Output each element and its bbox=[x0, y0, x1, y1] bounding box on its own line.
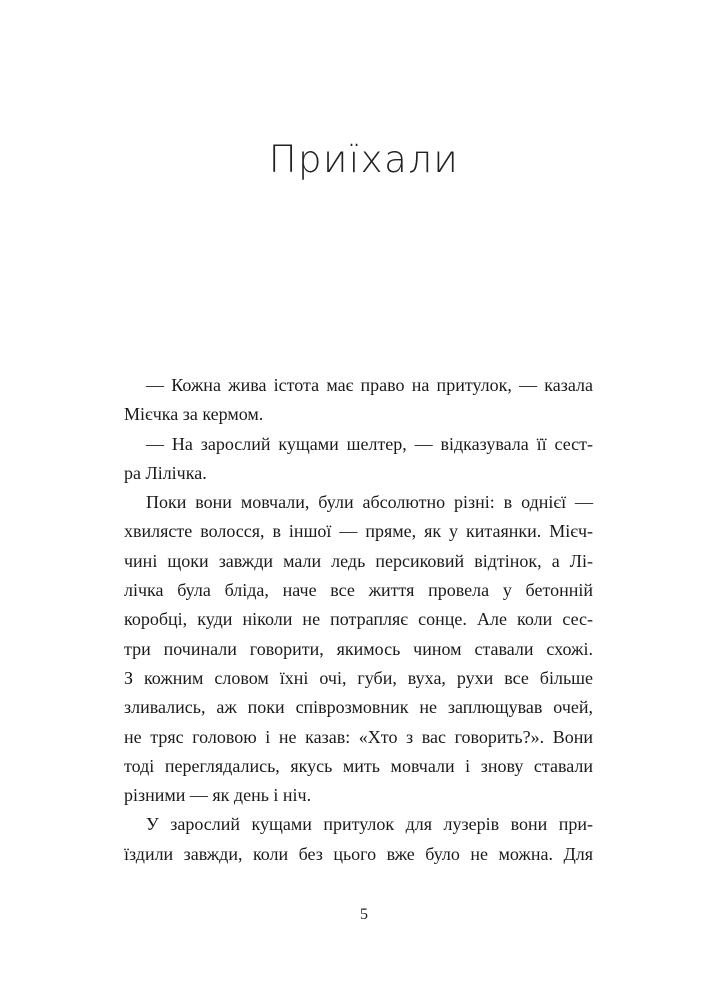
text-line: хвилясте волосся, в іншої — пряме, як у китаянки. Мієч- bbox=[124, 521, 593, 542]
text-line: три починали говорити, якимось чином ставали схожі. bbox=[124, 638, 593, 659]
text-line: Мієчка за кермом. bbox=[124, 404, 264, 425]
text-line: У зарослий кущами притулок для лузерів вони при- bbox=[146, 814, 593, 835]
text-line: різними — як день і ніч. bbox=[124, 785, 312, 806]
chapter-title: Приїхали bbox=[268, 138, 460, 181]
text-line: лічка була бліда, наче все життя провела у бетонній bbox=[124, 580, 593, 601]
text-line: З кожним словом їхні очі, губи, вуха, рухи все більше bbox=[124, 667, 593, 688]
text-line: зливались, аж поки співрозмовник не заплющував очей, bbox=[124, 697, 593, 718]
text-line: їздили завжди, коли без цього вже було не можна. Для bbox=[124, 843, 593, 864]
text-line: не тряс головою і не казав: «Хто з вас говорить?». Вони bbox=[124, 726, 593, 747]
text-line: тоді переглядались, якусь мить мовчали і знову ставали bbox=[124, 755, 593, 776]
page-number: 5 bbox=[360, 906, 368, 923]
text-line: — На зарослий кущами шелтер, — відказувала її сест- bbox=[146, 433, 593, 454]
text-line: Поки вони мовчали, були абсолютно різні: в однієї — bbox=[146, 492, 593, 513]
text-line: чині щоки завжди мали ледь персиковий відтінок, а Лі- bbox=[124, 550, 593, 571]
text-line: коробці, куди ніколи не потрапляє сонце. Але коли сес- bbox=[124, 609, 593, 630]
text-line: — Кожна жива істота має право на притулок, — казала bbox=[146, 375, 593, 395]
body-text bbox=[124, 371, 593, 869]
text-line: ра Лілічка. bbox=[124, 462, 207, 483]
